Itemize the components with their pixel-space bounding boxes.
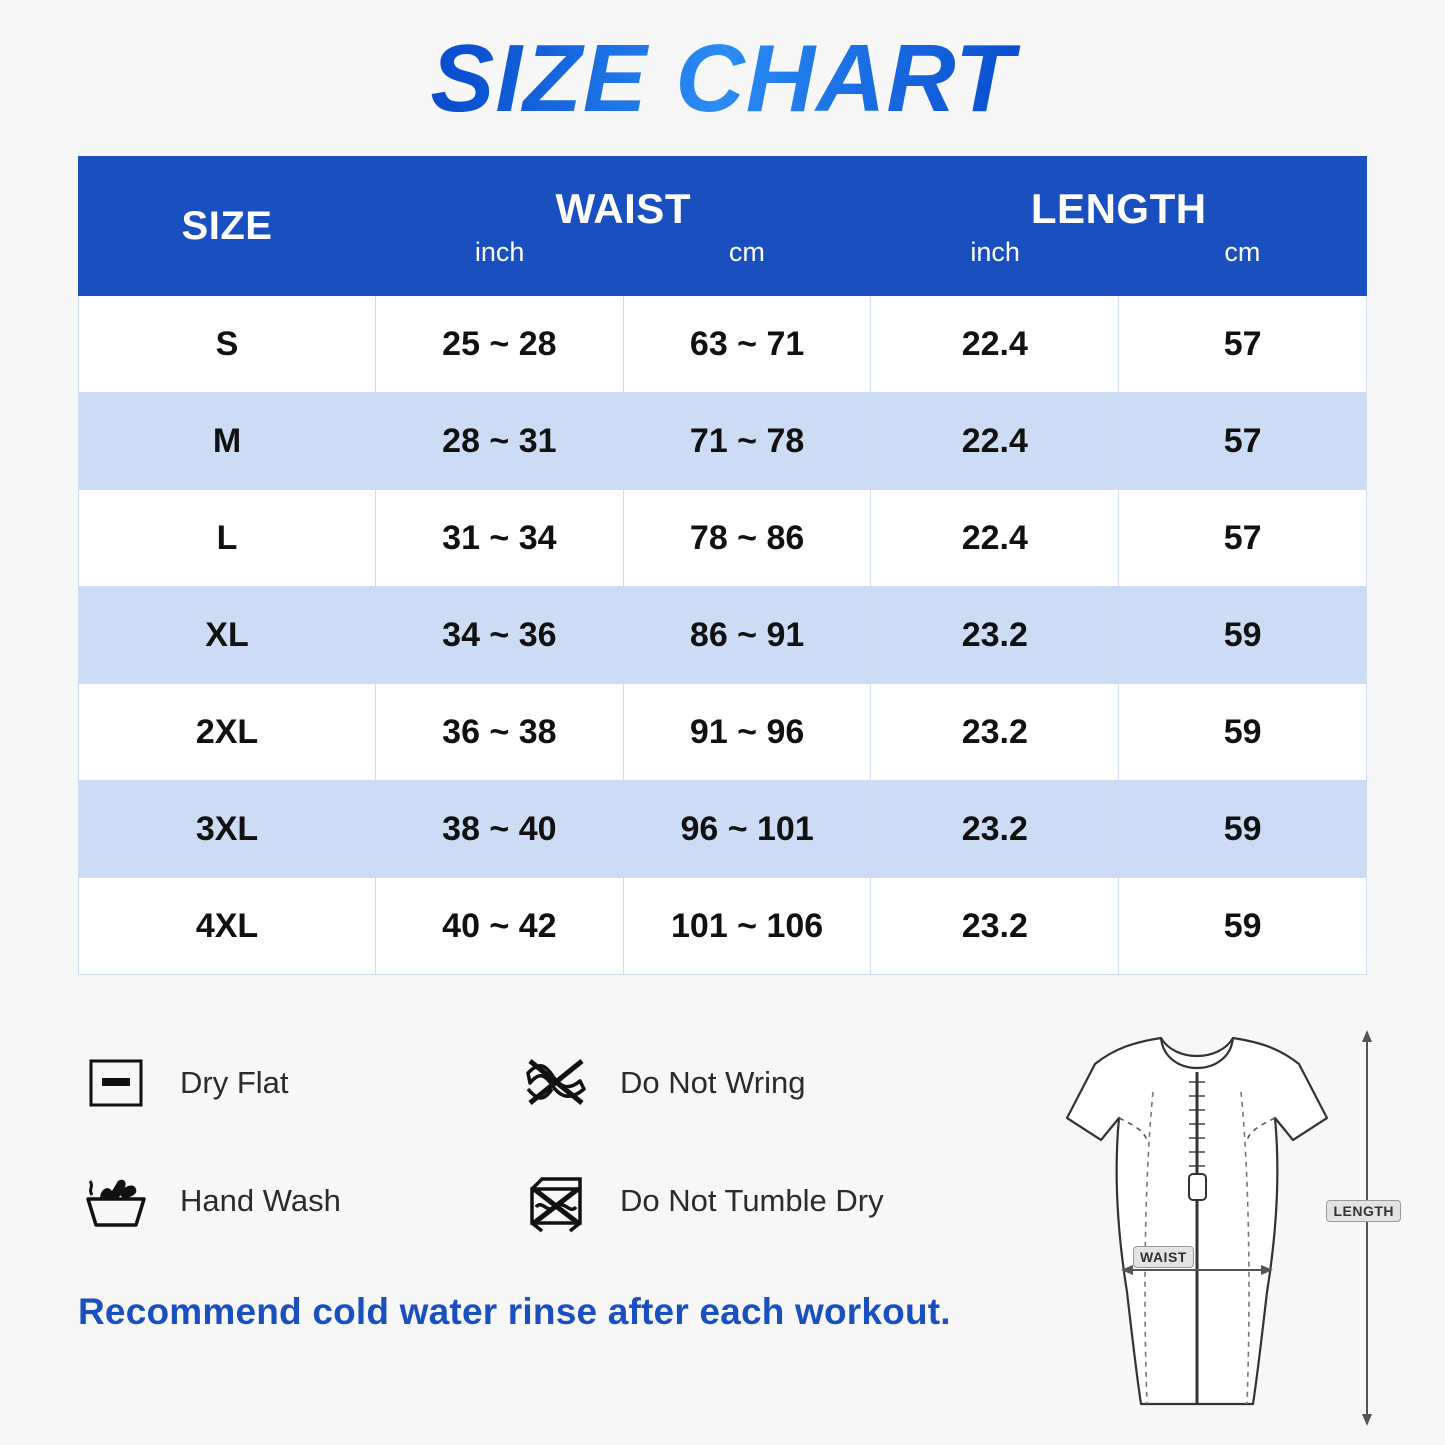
header-length bbox=[871, 157, 1367, 296]
garment-illustration bbox=[975, 1022, 1405, 1432]
cell-length-inch: 23.2 bbox=[871, 587, 1119, 684]
care-grid bbox=[78, 1045, 958, 1239]
cell-waist-inch: 34 ~ 36 bbox=[376, 587, 624, 684]
cell-waist-cm: 71 ~ 78 bbox=[623, 393, 871, 490]
table-row bbox=[79, 781, 1367, 878]
cell-length-cm: 57 bbox=[1119, 393, 1367, 490]
header-waist-cm: cm bbox=[728, 236, 765, 267]
recommendation-text: Recommend cold water rinse after each workout. bbox=[78, 1291, 951, 1332]
header-length-label: LENGTH bbox=[1030, 184, 1207, 232]
cell-size: M bbox=[79, 393, 376, 490]
table-header bbox=[79, 157, 1367, 296]
cell-length-cm: 59 bbox=[1119, 781, 1367, 878]
table-row bbox=[79, 684, 1367, 781]
care-label: Hand Wash bbox=[180, 1183, 341, 1218]
cell-waist-cm: 91 ~ 96 bbox=[623, 684, 871, 781]
do-not-tumble-dry-icon bbox=[518, 1163, 594, 1239]
size-chart-table bbox=[78, 156, 1367, 975]
hand-wash-icon bbox=[78, 1163, 154, 1239]
garment-diagram bbox=[975, 1022, 1405, 1432]
header-size bbox=[79, 157, 376, 296]
table-row bbox=[79, 878, 1367, 975]
cell-length-cm: 59 bbox=[1119, 587, 1367, 684]
cell-size: 3XL bbox=[79, 781, 376, 878]
cell-waist-cm: 78 ~ 86 bbox=[623, 490, 871, 587]
cell-waist-inch: 38 ~ 40 bbox=[376, 781, 624, 878]
table-row bbox=[79, 587, 1367, 684]
cell-length-cm: 59 bbox=[1119, 878, 1367, 975]
cell-size: L bbox=[79, 490, 376, 587]
cell-waist-inch: 40 ~ 42 bbox=[376, 878, 624, 975]
header-length-inch: inch bbox=[970, 236, 1020, 267]
do-not-wring-icon bbox=[518, 1045, 594, 1121]
care-item-hand-wash bbox=[78, 1163, 518, 1239]
care-item-do-not-tumble-dry bbox=[518, 1163, 958, 1239]
header-waist-label: WAIST bbox=[555, 184, 691, 232]
cell-waist-inch: 31 ~ 34 bbox=[376, 490, 624, 587]
cell-waist-cm: 63 ~ 71 bbox=[623, 296, 871, 393]
header-waist bbox=[376, 157, 871, 296]
length-dimension-tag: LENGTH bbox=[1326, 1200, 1401, 1222]
care-item-dry-flat bbox=[78, 1045, 518, 1121]
table-row bbox=[79, 393, 1367, 490]
cell-waist-cm: 96 ~ 101 bbox=[623, 781, 871, 878]
header-size-label: SIZE bbox=[181, 203, 273, 248]
care-label: Do Not Wring bbox=[620, 1065, 806, 1100]
cell-waist-inch: 28 ~ 31 bbox=[376, 393, 624, 490]
cell-length-cm: 57 bbox=[1119, 296, 1367, 393]
care-item-do-not-wring bbox=[518, 1045, 958, 1121]
waist-dimension-tag: WAIST bbox=[1133, 1246, 1194, 1268]
size-chart-table-container bbox=[78, 156, 1367, 975]
page-title: SIZE CHART bbox=[0, 0, 1445, 134]
care-label: Do Not Tumble Dry bbox=[620, 1183, 884, 1218]
header-waist-inch: inch bbox=[474, 236, 525, 267]
dry-flat-icon bbox=[78, 1045, 154, 1121]
cell-length-inch: 23.2 bbox=[871, 684, 1119, 781]
table-header-row bbox=[79, 157, 1367, 296]
care-instructions-section bbox=[78, 1045, 958, 1333]
table-row bbox=[79, 296, 1367, 393]
table-body bbox=[79, 296, 1367, 975]
cell-waist-cm: 101 ~ 106 bbox=[623, 878, 871, 975]
cell-waist-inch: 25 ~ 28 bbox=[376, 296, 624, 393]
care-label: Dry Flat bbox=[180, 1065, 289, 1100]
cell-waist-cm: 86 ~ 91 bbox=[623, 587, 871, 684]
cell-length-inch: 22.4 bbox=[871, 393, 1119, 490]
cell-size: 4XL bbox=[79, 878, 376, 975]
cell-length-inch: 23.2 bbox=[871, 781, 1119, 878]
cell-length-cm: 59 bbox=[1119, 684, 1367, 781]
cell-length-inch: 23.2 bbox=[871, 878, 1119, 975]
cell-length-cm: 57 bbox=[1119, 490, 1367, 587]
table-row bbox=[79, 490, 1367, 587]
cell-size: XL bbox=[79, 587, 376, 684]
cell-size: S bbox=[79, 296, 376, 393]
cell-length-inch: 22.4 bbox=[871, 296, 1119, 393]
cell-size: 2XL bbox=[79, 684, 376, 781]
header-length-cm: cm bbox=[1224, 236, 1261, 267]
cell-length-inch: 22.4 bbox=[871, 490, 1119, 587]
cell-waist-inch: 36 ~ 38 bbox=[376, 684, 624, 781]
